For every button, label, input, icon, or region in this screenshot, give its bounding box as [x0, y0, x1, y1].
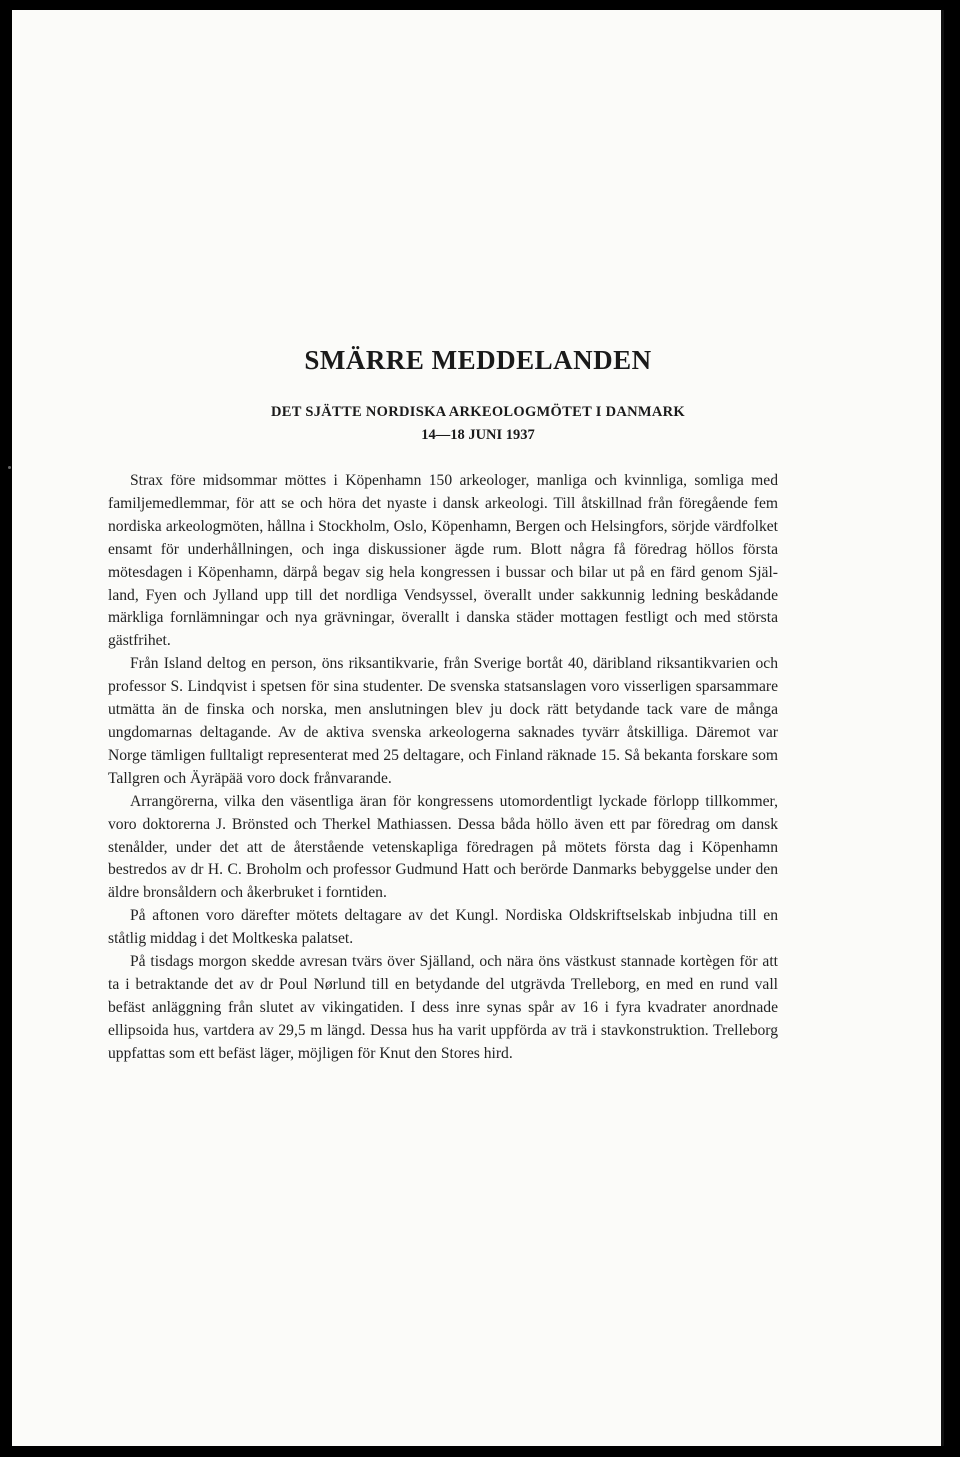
section-title: SMÄRRE MEDDELANDEN	[304, 345, 652, 375]
paragraph: Strax före midsommar möttes i Köpenhamn 150 arkeologer, manliga och kvinnliga, somliga med familjemedlemmar, för att se och höra det nyaste i dansk arkeologi. Till åtskillnad från föregående fem nordiska arkeologmöten, hållna i Stockholm, Oslo, Köpenhamn, Bergen och Helsingfors, sörjde värdfolket ensamt för underhållningen, och inga diskussioner ägde rum. Blott några få föredrag höllos första mötesdagen i Köpenhamn, därpå begav sig hela kongressen i bussar och bilar ut på en färd genom Själland, Fyen och Jylland upp till det nordliga Vendsyssel, överallt under sakkunnig ledning beskådande märkliga fornlämningar och nya grävningar, överallt i danska städer mottagen festligt och med största gästfrihet.	[108, 472, 778, 650]
scan-speck	[8, 466, 11, 469]
article-title: DET SJÄTTE NORDISKA ARKEOLOGMÖTET I DANMARK	[270, 404, 685, 420]
paragraph: Arrangörerna, vilka den väsentliga äran för kongressens utomordentligt lyckade förlopp tillkommer, voro doktorerna J. Brönsted och Therkel Mathiassen. Dessa båda höllo även ett par föredrag om dansk stenålder, under det att de återstående vetenskapliga föredragen på mötets första dag i Köpenhamn bestredos av dr H. C. Broholm och professor Gudmund Hatt och berörde Danmarks bebyggelse under den äldre bronsåldern och åkerbruket i forntiden.	[108, 792, 778, 902]
paragraph: Från Island deltog en person, öns riksantikvarie, från Sverige bortåt 40, däribland riksantikvarien och professor S. Lindqvist i spetsen för sina studenter. De svenska statsanslagen voro visserligen sparsammare utmätta än de finska och norska, men anslutningen blev ju dock rätt betydande tack vare de många ungdomarnas deltagande. Av de aktiva svenska arkeologerna saknades tyvärr åtskilliga. Däremot var Norge tämligen fulltaligt representerat med 25 deltagare, och Finland räknade 15. Så bekanta forskare som Tallgren och Äyräpää voro dock frånvarande.	[108, 655, 778, 787]
paragraph: På tisdags morgon skedde avresan tvärs över Själland, och nära öns västkust stannade kortègen för att ta i betraktande det av dr Poul Nørlund till en betydande del utgrävda Trelleborg, en med en rund vall befäst anläggning från slutet av vikingatiden. I dess inre synas spår av 16 i fyra kvadrater anordnade ellipsoida hus, vartdera av 29,5 m längd. Dessa hus ha varit uppförda av trä i stavkonstruktion. Trelleborg uppfattas som ett befäst läger, möjligen för Knut den Stores hird.	[108, 953, 778, 1062]
article-dates: 14—18 JUNI 1937	[421, 427, 535, 443]
article-body	[108, 470, 778, 1066]
paragraph: På aftonen voro därefter mötets deltagare av det Kungl. Nordiska Oldskriftselskab inbjudna till en ståtlig middag i det Moltkeska palatset.	[108, 907, 778, 948]
document-page	[12, 10, 944, 1446]
